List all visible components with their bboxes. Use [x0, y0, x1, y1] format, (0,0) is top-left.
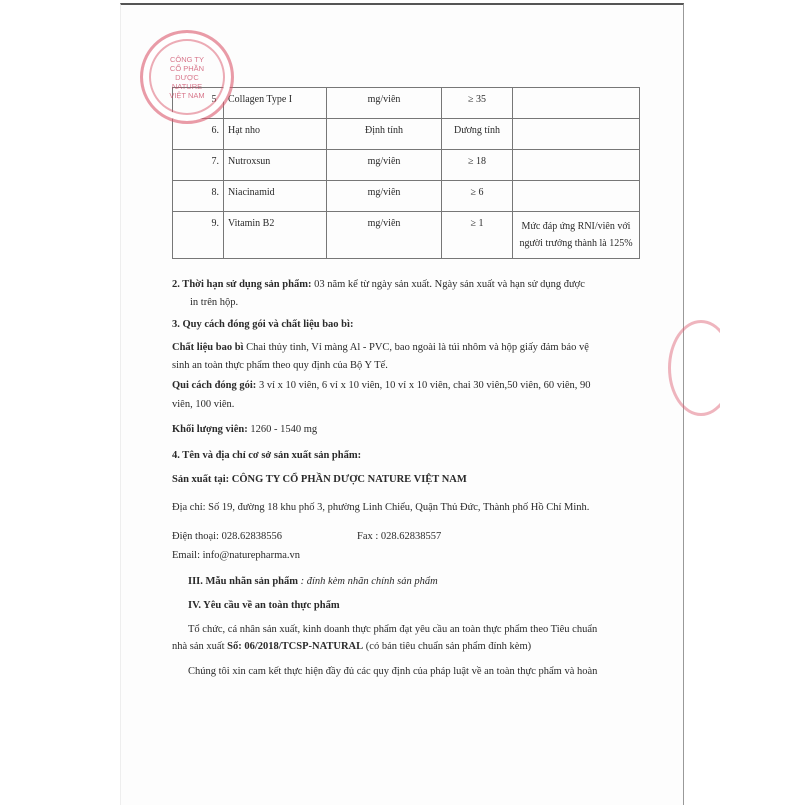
- material: Chất liệu bao bì Chai thủy tinh, Vỉ màng Al - PVC, bao ngoài là túi nhôm và hộp giấy đảm bảo vệ: [172, 342, 589, 353]
- cell-name: Collagen Type I: [224, 88, 327, 119]
- cell-value: ≥ 6: [442, 181, 513, 212]
- partial-seal: [668, 320, 734, 416]
- cell-no: 5.: [173, 88, 224, 119]
- phone: Điện thoại: 028.62838556: [172, 531, 282, 542]
- cell-unit: Định tính: [327, 119, 442, 150]
- section-iii: III. Mẫu nhãn sản phẩm : đính kèm nhãn chính sản phẩm: [188, 576, 438, 587]
- cell-no: 7.: [173, 150, 224, 181]
- cell-no: 6.: [173, 119, 224, 150]
- packing-cont: viên, 100 viên.: [172, 399, 235, 410]
- seal-line: VIỆT NAM: [169, 90, 205, 100]
- cell-note: [513, 88, 640, 119]
- fax: Fax : 028.62838557: [357, 531, 442, 542]
- company-seal: [140, 30, 234, 124]
- section-iv-heading: IV. Yêu cầu về an toàn thực phẩm: [188, 600, 340, 611]
- maker: Sản xuất tại: CÔNG TY CỔ PHẦN DƯỢC NATURE VIỆT NAM: [172, 474, 467, 485]
- section-2-cont: in trên hộp.: [190, 297, 239, 308]
- cell-name: Nutroxsun: [224, 150, 327, 181]
- section-iv-line3: Chúng tôi xin cam kết thực hiện đầy đủ các quy định của pháp luật về an toàn thực phẩm và hoàn: [188, 666, 598, 677]
- cell-note: [513, 119, 640, 150]
- material-cont: sinh an toàn thực phẩm theo quy định của Bộ Y Tế.: [172, 360, 388, 371]
- table-row: [173, 150, 640, 181]
- cell-value: ≥ 18: [442, 150, 513, 181]
- cell-value: ≥ 35: [442, 88, 513, 119]
- section-2: 2. Thời hạn sử dụng sản phẩm: 03 năm kể từ ngày sản xuất. Ngày sản xuất và hạn sử dụng được: [172, 279, 585, 290]
- section-3-heading: 3. Quy cách đóng gói và chất liệu bao bì:: [172, 319, 354, 330]
- seal-line: DƯỢC: [175, 72, 199, 82]
- cell-unit: mg/viên: [327, 150, 442, 181]
- packing: Qui cách đóng gói: 3 vỉ x 10 viên, 6 vỉ x 10 viên, 10 vỉ x 10 viên, chai 30 viên,50 viên, 60 viên, 90: [172, 380, 591, 391]
- section-iv-line2: nhà sản xuất Số: 06/2018/TCSP-NATURAL (có bản tiêu chuẩn sản phẩm đính kèm): [172, 641, 532, 652]
- cell-note: [513, 150, 640, 181]
- spec-table: [172, 87, 640, 259]
- seal-line: NATURE: [171, 81, 203, 91]
- cell-note: [513, 181, 640, 212]
- section-iv-line1: Tổ chức, cá nhân sản xuất, kinh doanh thực phẩm đạt yêu cầu an toàn thực phẩm theo Tiêu chuẩn: [188, 624, 598, 635]
- address: Địa chỉ: Số 19, đường 18 khu phố 3, phường Linh Chiểu, Quận Thủ Đức, Thành phố Hồ Chí Minh.: [172, 502, 590, 513]
- cell-unit: mg/viên: [327, 212, 442, 259]
- cell-no: 8.: [173, 181, 224, 212]
- seal-line: CÔNG TY: [169, 54, 205, 64]
- weight: Khối lượng viên: 1260 - 1540 mg: [172, 424, 318, 435]
- cell-name: Hạt nho: [224, 119, 327, 150]
- cell-note: Mức đáp ứng RNI/viên với người trưởng thành là 125%: [513, 212, 640, 259]
- cell-value: Dương tính: [442, 119, 513, 150]
- section-4-heading: 4. Tên và địa chỉ cơ sở sản xuất sản phẩm:: [172, 450, 362, 461]
- cell-no: 9.: [173, 212, 224, 259]
- table-row: [173, 119, 640, 150]
- table-row: [173, 212, 640, 259]
- table-row: [173, 181, 640, 212]
- seal-line: CỔ PHẦN: [169, 63, 205, 73]
- cell-unit: mg/viên: [327, 181, 442, 212]
- cell-name: Niacinamid: [224, 181, 327, 212]
- cell-name: Vitamin B2: [224, 212, 327, 259]
- table-row: [173, 88, 640, 119]
- email: Email: info@naturepharma.vn: [172, 550, 301, 561]
- cell-unit: mg/viên: [327, 88, 442, 119]
- cell-value: ≥ 1: [442, 212, 513, 259]
